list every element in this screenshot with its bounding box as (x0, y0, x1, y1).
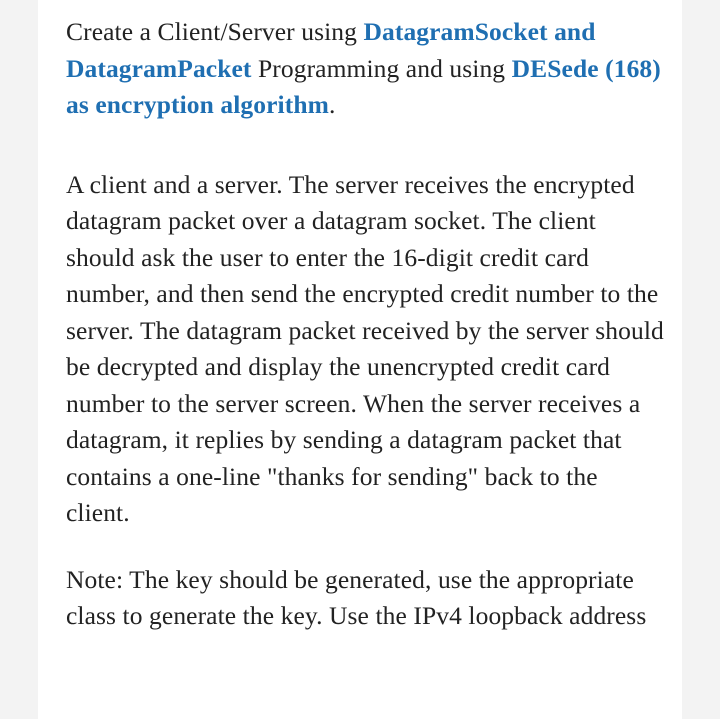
intro-prefix: Create a Client/Server using (66, 17, 364, 46)
highlight-encryption-algorithm: DESede (168) as encryption algorithm (66, 53, 661, 119)
question-content (66, 14, 666, 635)
intro-suffix: . (328, 90, 336, 119)
intro-paragraph (66, 14, 666, 124)
document-page (38, 0, 682, 719)
requirements-paragraph: A client and a server. The server receives the encrypted datagram packet over a datagram socket. The client should ask the user to enter the 16-digit credit card number, and then send the encrypted credit number to the server. The datagram packet received by the server should be decrypted and display the unencrypted credit card number to the server screen. When the server receives a datagram, it replies by sending a datagram packet that contains a one-line "thanks for sending" back to the client. (66, 169, 664, 527)
note-paragraph: Note: The key should be generated, use the appropriate class to generate the key. Use the IPv4 loopback address (66, 564, 647, 630)
highlight-datagram-classes: DatagramSocket and DatagramPacket (66, 17, 596, 83)
intro-middle: Programming and using (251, 53, 512, 83)
